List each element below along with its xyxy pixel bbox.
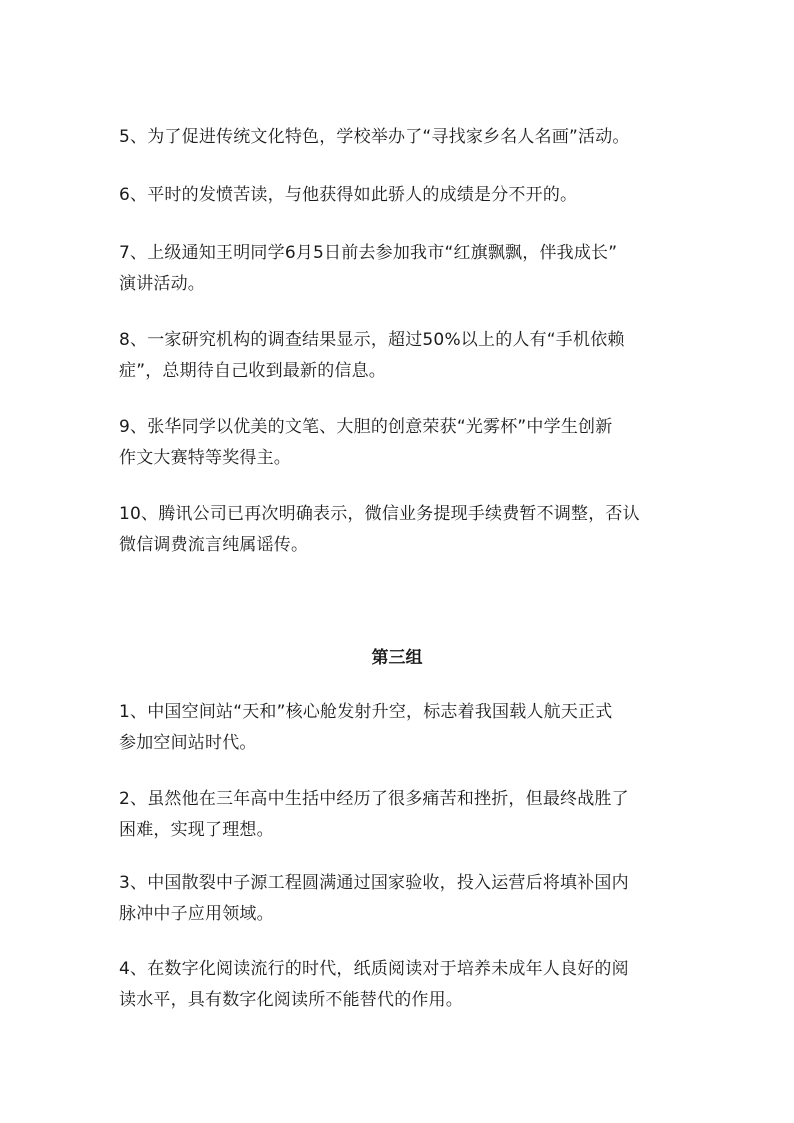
sentence-item-7	[119, 238, 684, 300]
sentence-line: 6、平时的发愤苦读，与他获得如此骄人的成绩是分不开的。	[119, 185, 578, 205]
sentence-line: 参加空间站时代。	[119, 733, 257, 753]
sentence-line: 9、张华同学以优美的文笔、大胆的创意荣获“光雾杯”中学生创新	[119, 417, 613, 437]
sentence-line: 演讲活动。	[119, 274, 205, 294]
sentence-line: 作文大赛特等奖得主。	[119, 448, 291, 468]
sentence-item-5	[119, 122, 684, 153]
sentence-line: 3、中国散裂中子源工程圆满通过国家验收，投入运营后将填补国内	[119, 873, 629, 893]
sentence-line: 2、虽然他在三年高中生括中经历了很多痛苦和挫折，但最终战胜了	[119, 789, 629, 809]
sentence-line: 1、中国空间站“天和”核心舱发射升空，标志着我国载人航天正式	[119, 702, 613, 722]
sentence-item-1	[119, 697, 684, 759]
sentence-line: 脉冲中子应用领域。	[119, 904, 274, 924]
sentence-line: 4、在数字化阅读流行的时代，纸质阅读对于培养未成年人良好的阅	[119, 959, 629, 979]
sentence-line: 8、一家研究机构的调查结果显示，超过50%以上的人有“手机依赖	[119, 330, 625, 350]
section-heading: 第三组	[371, 648, 423, 668]
sentence-line: 微信调费流言纯属谣传。	[119, 535, 309, 555]
sentence-item-10	[119, 499, 684, 561]
sentence-item-3	[119, 868, 684, 930]
sentence-line: 读水平，具有数字化阅读所不能替代的作用。	[119, 990, 463, 1010]
sentence-item-2	[119, 784, 684, 846]
sentence-line: 困难，实现了理想。	[119, 820, 274, 840]
sentence-line: 7、上级通知王明同学6月5日前去参加我市“红旗飘飘，伴我成长”	[119, 243, 618, 263]
sentence-line: 症”，总期待自己收到最新的信息。	[119, 361, 387, 381]
sentence-line: 10、腾讯公司已再次明确表示，微信业务提现手续费暂不调整，否认	[119, 504, 640, 524]
sentence-line: 5、为了促进传统文化特色，学校举办了“寻找家乡名人名画”活动。	[119, 127, 630, 147]
sentence-item-9	[119, 412, 684, 474]
sentence-item-6	[119, 180, 684, 211]
sentence-item-8	[119, 325, 684, 387]
sentence-item-4	[119, 954, 684, 1016]
